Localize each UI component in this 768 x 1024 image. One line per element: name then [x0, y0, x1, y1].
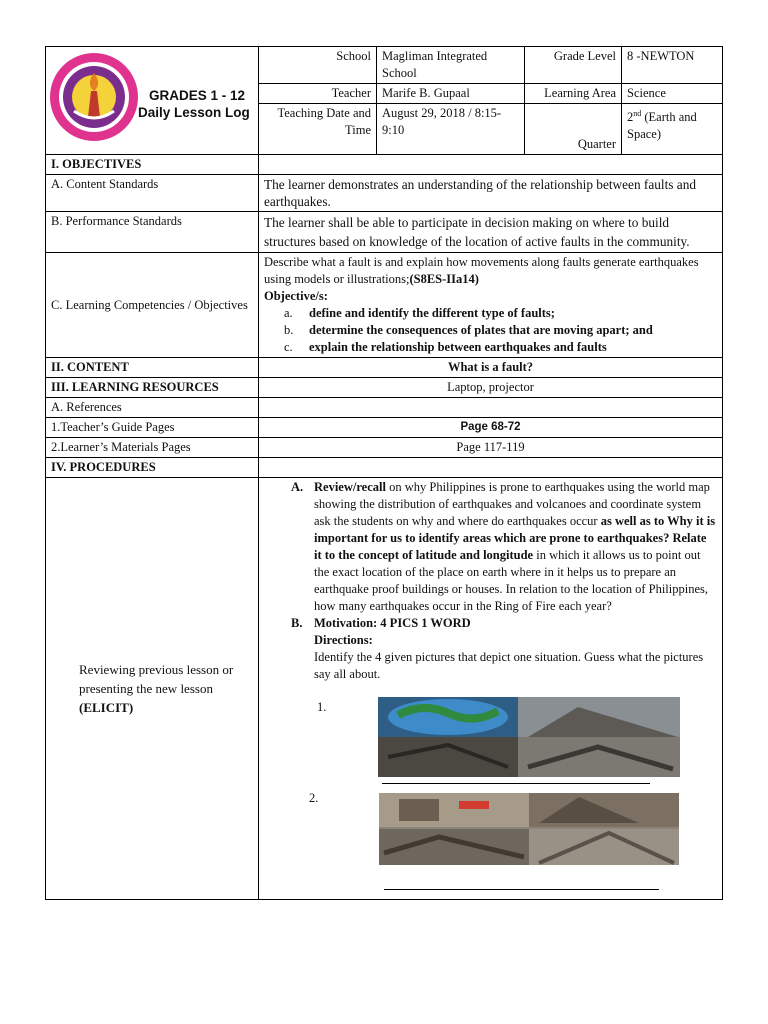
- quarter-value: [622, 104, 723, 155]
- header-title: [138, 87, 250, 121]
- objective-list: [264, 305, 717, 356]
- references-label: A. References: [46, 398, 259, 418]
- motivation-item: [264, 615, 717, 683]
- content-value: What is a fault?: [259, 358, 723, 378]
- teachers-guide-label: 1.Teacher’s Guide Pages: [46, 418, 259, 438]
- quarter-number: 2: [627, 110, 634, 125]
- review-recall-item: [264, 479, 717, 615]
- objective-marker: a.: [284, 306, 293, 320]
- competencies-value: [259, 253, 723, 358]
- learning-resources-value: Laptop, projector: [259, 378, 723, 398]
- header-title-grades: GRADES 1 - 12: [149, 88, 246, 103]
- content-heading: II. CONTENT: [46, 358, 259, 378]
- procedures-empty: [259, 458, 723, 478]
- procedure-step-label: [51, 660, 253, 717]
- school-label: School: [259, 47, 377, 84]
- objective-marker: b.: [284, 323, 294, 337]
- header-title-log: Daily Lesson Log: [138, 105, 250, 120]
- motivation-directions-text: Identify the 4 given pictures that depict one situation. Guess what the pictures say all about.: [314, 650, 704, 681]
- procedure-step-content: [259, 478, 723, 900]
- performance-standards-value: The learner shall be able to participate in decision making on where to build structures based on knowledge of the location of active faults in the community.: [259, 212, 723, 253]
- review-recall-title: Review/recall: [314, 480, 386, 494]
- objective-item: [264, 305, 717, 322]
- objective-text: define and identify the different type of faults;: [309, 306, 555, 320]
- teacher-value: Marife B. Gupaal: [377, 84, 525, 104]
- teaching-date-label: Teaching Date and Time: [259, 104, 377, 155]
- picture-set-1-image: [378, 697, 680, 777]
- picture-set-number: 2.: [309, 791, 319, 805]
- header-logo-cell: [46, 47, 259, 155]
- learners-materials-value: Page 117-119: [259, 438, 723, 458]
- review-recall-text1: on why Philippines is prone to earthquakes using the world map showing the distribution of earthquakes and volcanoes and coordinate system ask the students on why and where do earthquakes occur: [314, 480, 710, 528]
- learning-resources-heading: III. LEARNING RESOURCES: [46, 378, 259, 398]
- procedure-step-text: Reviewing previous lesson or presenting the new lesson: [79, 662, 234, 696]
- quarter-description: (Earth and Space): [627, 110, 697, 142]
- school-value: Magliman Integrated School: [377, 47, 525, 84]
- teachers-guide-value: Page 68-72: [259, 418, 723, 438]
- competency-code: (S8ES-IIa14): [409, 272, 479, 286]
- objective-text: determine the consequences of plates that are moving apart; and: [309, 323, 653, 337]
- lesson-log-table: [45, 46, 723, 900]
- learning-area-value: Science: [622, 84, 723, 104]
- competencies-label: C. Learning Competencies / Objectives: [46, 253, 259, 358]
- learning-area-label: Learning Area: [525, 84, 622, 104]
- answer-blank-1[interactable]: [382, 783, 650, 784]
- motivation-title: Motivation: 4 PICS 1 WORD: [314, 616, 471, 630]
- objective-item: [264, 339, 717, 356]
- grade-level-value: 8 -NEWTON: [622, 47, 723, 84]
- teacher-label: Teacher: [259, 84, 377, 104]
- procedure-step-label-cell: [46, 478, 259, 900]
- content-standards-value: The learner demonstrates an understanding of the relationship between faults and earthquakes.: [259, 175, 723, 212]
- procedures-heading: IV. PROCEDURES: [46, 458, 259, 478]
- answer-blank-2[interactable]: [384, 889, 659, 890]
- lesson-log-document: [45, 46, 722, 900]
- objective-marker: c.: [284, 340, 293, 354]
- quarter-label: Quarter: [525, 104, 622, 155]
- content-standards-label: A. Content Standards: [46, 175, 259, 212]
- motivation-directions-label: Directions:: [314, 633, 373, 647]
- objective-heading: Objective/s:: [264, 289, 328, 303]
- answer-blank-2-area: [264, 849, 717, 897]
- performance-standards-label: B. Performance Standards: [46, 212, 259, 253]
- review-recall-text2: in which it allows us to point out the exact location of the place on earth where in it helps us to prepare an earthquake proof buildings or houses. In relation to the location of Philippines, how many earthquakes occur in the Ring of Fire each year?: [314, 548, 709, 613]
- objective-text: explain the relationship between earthquakes and faults: [309, 340, 607, 354]
- procedure-step-tag: (ELICIT): [79, 700, 134, 715]
- quarter-suffix: nd: [633, 109, 642, 118]
- learners-materials-label: 2.Learner’s Materials Pages: [46, 438, 259, 458]
- school-logo: [48, 51, 140, 143]
- review-recall-marker: A.: [291, 480, 304, 494]
- grade-level-label: Grade Level: [525, 47, 622, 84]
- review-recall-emphasis: as well as to Why it is important for us to identify areas which are prone to earthquakes? Relate it to the concept of latitude and longitude: [314, 514, 716, 562]
- references-empty: [259, 398, 723, 418]
- teaching-date-value: August 29, 2018 / 8:15-9:10: [377, 104, 525, 155]
- objectives-heading: I. OBJECTIVES: [46, 155, 259, 175]
- motivation-marker: B.: [291, 616, 303, 630]
- objective-item: [264, 322, 717, 339]
- picture-set-number: 1.: [317, 700, 327, 714]
- picture-puzzle-area: [264, 689, 717, 849]
- competency-intro: Describe what a fault is and explain how movements along faults generate earthquakes using models or illustrations;: [264, 255, 699, 286]
- objectives-empty: [259, 155, 723, 175]
